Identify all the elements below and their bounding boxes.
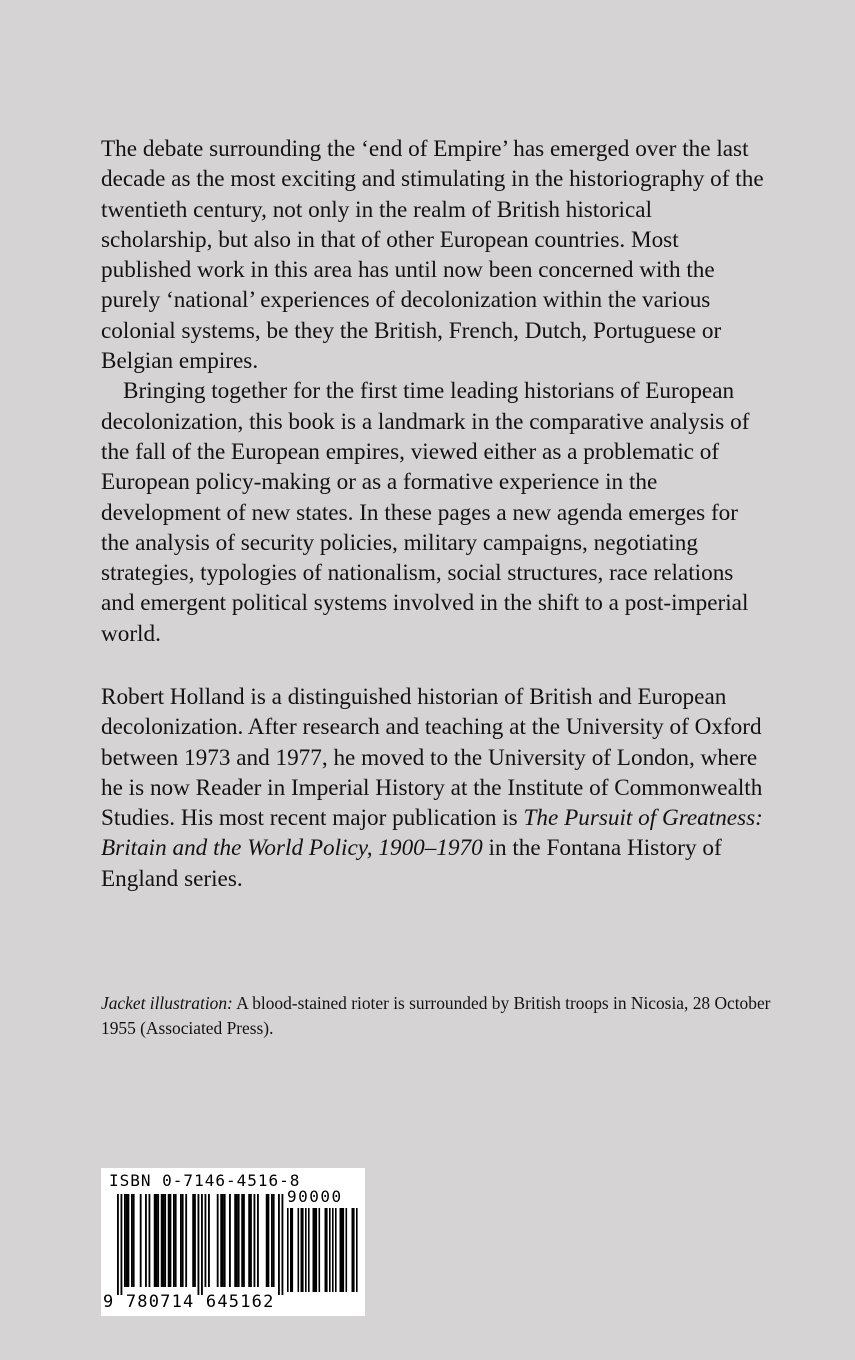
book-title: The Pursuit of Greatness: Britain and the World Policy, 1900–1970 [101, 805, 763, 862]
ean-bar [266, 1194, 268, 1287]
ean-bar [248, 1194, 250, 1287]
ean-bar [241, 1194, 243, 1287]
ean-bar [128, 1194, 130, 1287]
addon-bar [316, 1208, 318, 1292]
addon-bar [346, 1208, 348, 1292]
ean-bar [121, 1194, 123, 1295]
ean-bar [170, 1194, 172, 1287]
addon-bar [313, 1208, 315, 1292]
ean-bar [192, 1194, 194, 1287]
addon-bar [343, 1208, 345, 1292]
ean-bar [126, 1194, 128, 1287]
ean-bar [234, 1194, 236, 1287]
bio-text-before: Robert Holland is a distinguished historian of British and European decolonization. After research and teaching at the University of Oxford between 1973 and 1977, he moved to the University of London, where he is now Reader in Imperial History at the Institute of Commonwealth Studies. His most recent major publication is [101, 684, 763, 832]
addon-bar [335, 1208, 337, 1292]
blurb-paragraph-2: Bringing together for the first time leading historians of European decolonization, this book is a landmark in the comparative analysis of the fall of the European empires, viewed either as a problematic of European policy-making or as a formative experience in the development of new states. In these pages a new agenda emerges for the analysis of security policies, military campaigns, negotiating strategies, typologies of nationalism, social structures, race relations and emergent political systems involved in the shift to a post-imperial world. [101, 378, 750, 647]
ean-bar [140, 1194, 142, 1287]
ean-digits: 9 780714 645162 [103, 1292, 275, 1312]
ean-bar [117, 1194, 119, 1295]
addon-bar [329, 1208, 331, 1292]
ean-bar [229, 1194, 231, 1287]
addon-bar [352, 1208, 354, 1292]
ean-bar [205, 1194, 207, 1287]
addon-bar [319, 1208, 321, 1292]
book-blurb [101, 134, 766, 649]
addon-bars [287, 1208, 358, 1292]
addon-bar [302, 1208, 304, 1292]
ean-bar [131, 1194, 133, 1287]
addon-bar [353, 1208, 355, 1292]
ean-bar [282, 1194, 284, 1295]
addon-bar [314, 1208, 316, 1292]
addon-bar [301, 1208, 303, 1292]
caption-label: Jacket illustration: [101, 993, 233, 1013]
ean-bar [220, 1194, 222, 1287]
ean-bar [198, 1194, 200, 1295]
bio-text-after: in the Fontana History of England series. [101, 835, 722, 892]
ean-bar [201, 1194, 203, 1295]
ean-bar [243, 1194, 245, 1287]
addon-bar [356, 1208, 358, 1292]
ean-bar [217, 1194, 219, 1287]
addon-bar [305, 1208, 307, 1292]
ean-bar [224, 1194, 226, 1287]
ean-bar [133, 1194, 135, 1287]
author-bio [101, 682, 766, 894]
addon-bar [290, 1208, 292, 1292]
jacket-illustration-caption [101, 991, 781, 1041]
addon-bar [298, 1208, 300, 1292]
ean-bar [271, 1194, 273, 1287]
ean-bar [222, 1194, 224, 1287]
ean-bar [168, 1194, 170, 1287]
ean-bar [257, 1194, 259, 1287]
ean-bar [278, 1194, 280, 1295]
addon-bar [325, 1208, 327, 1292]
author-bio-text [101, 682, 766, 894]
ean-bar [173, 1194, 175, 1287]
ean-bar [182, 1194, 184, 1287]
ean-bars [117, 1194, 283, 1295]
addon-bar [308, 1208, 310, 1292]
barcode [101, 1168, 365, 1316]
addon-bar [341, 1208, 343, 1292]
ean-bar [194, 1194, 196, 1287]
ean-bar [149, 1194, 151, 1287]
ean-bar [238, 1194, 240, 1287]
ean-bar [254, 1194, 256, 1287]
ean-bar [157, 1194, 159, 1287]
ean-bar [175, 1194, 177, 1287]
addon-digits: 90000 [287, 1187, 343, 1206]
ean-bar [185, 1194, 187, 1287]
addon-bar [332, 1208, 334, 1292]
ean-bar [268, 1194, 270, 1287]
addon-bar [287, 1208, 289, 1292]
ean-bar [164, 1194, 166, 1287]
ean-bar [145, 1194, 147, 1287]
blurb-paragraph-1: The debate surrounding the ‘end of Empire’ has emerged over the last decade as the most exciting and stimulating in the historiography of the twentieth century, not only in the realm of British historical scholarship, but also in that of other European countries. Most published work in this area has until now been concerned with the purely ‘national’ experiences of decolonization within the various colonial systems, be they the British, French, Dutch, Portuguese or Belgian empires. [101, 136, 764, 375]
ean-bar [163, 1194, 165, 1287]
ean-bar [250, 1194, 252, 1287]
ean-bar [208, 1194, 210, 1287]
addon-bar [326, 1208, 328, 1292]
ean-bar [161, 1194, 163, 1287]
ean-bar [180, 1194, 182, 1287]
ean-bar [154, 1194, 156, 1287]
ean-bar [273, 1194, 275, 1287]
caption-text: A blood-stained rioter is surrounded by British troops in Nicosia, 28 October 1955 (Associated Press). [101, 993, 771, 1038]
ean-bar [156, 1194, 158, 1287]
ean-bar [236, 1194, 238, 1287]
addon-bar [340, 1208, 342, 1292]
ean-bar [124, 1194, 126, 1287]
isbn-text: ISBN 0-7146-4516-8 [109, 1171, 301, 1190]
addon-bar [292, 1208, 294, 1292]
